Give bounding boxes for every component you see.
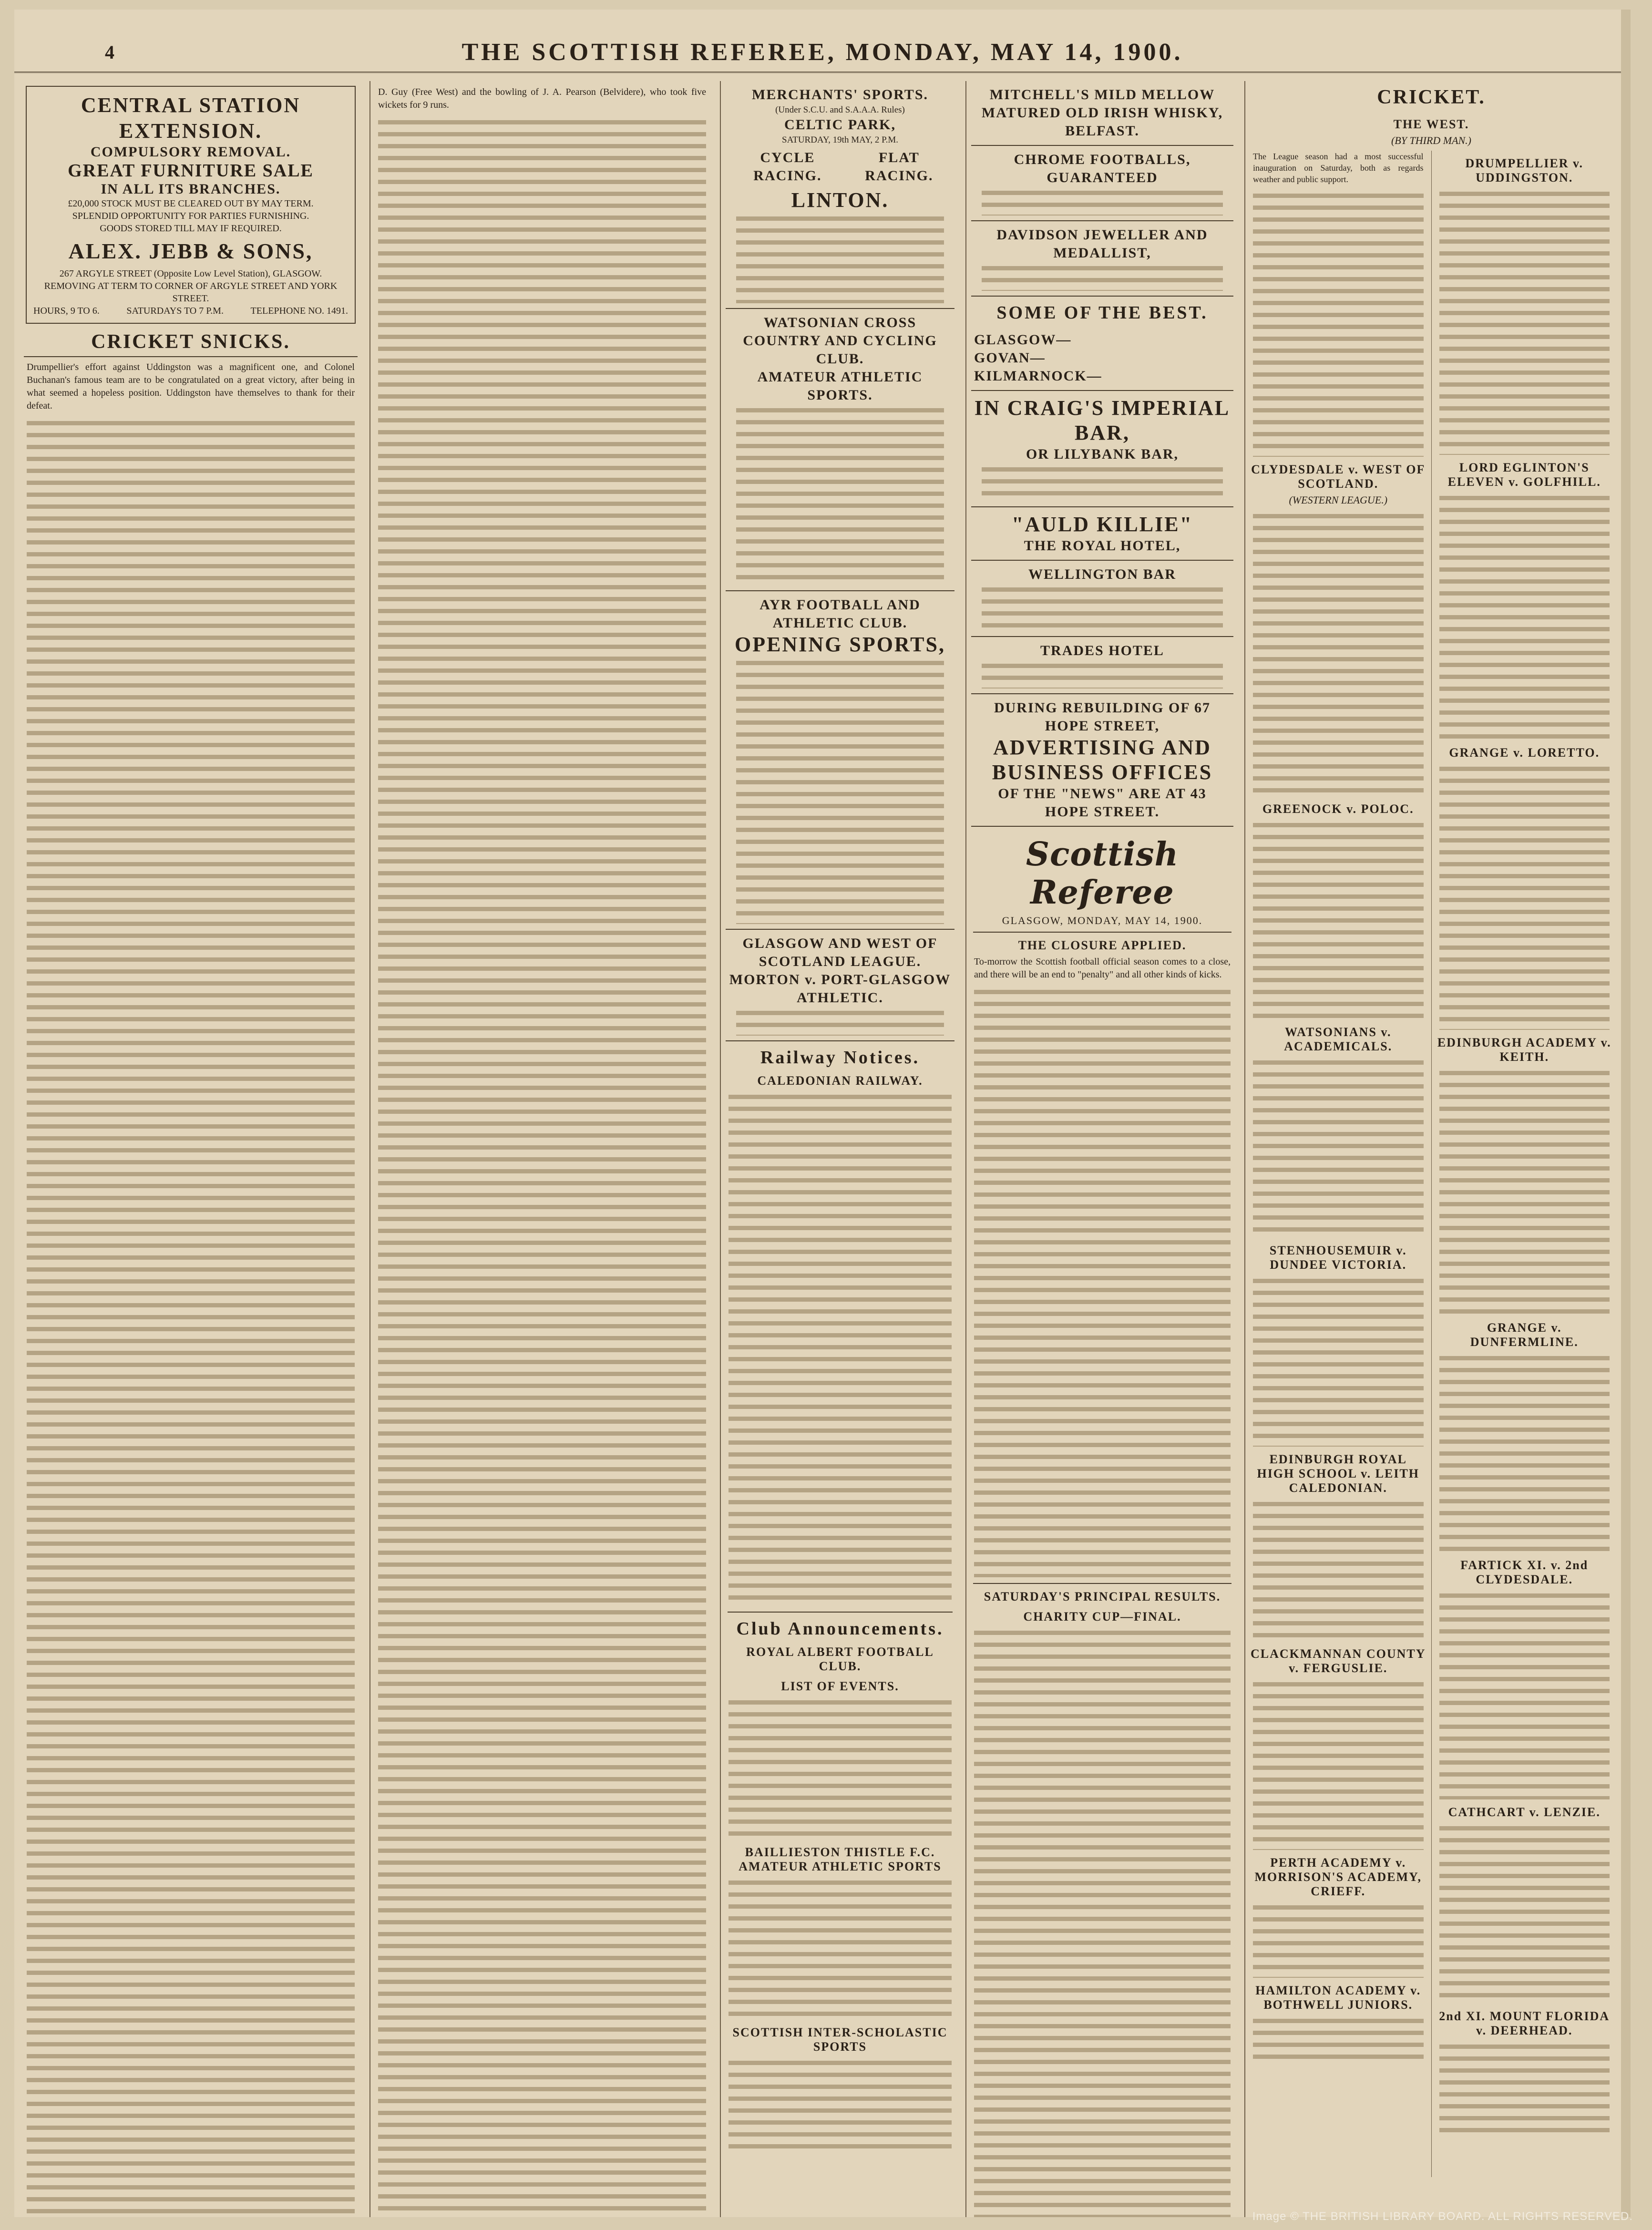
ad-sub: (Under S.C.U. and S.A.A.A. Rules) (775, 105, 905, 115)
match-heading: PERTH ACADEMY v. MORRISON'S ACADEMY, CRIEFF. (1254, 1856, 1422, 1898)
ad-text-block (736, 213, 944, 303)
scorecard-block (1439, 188, 1610, 455)
match-heading: EDINBURGH ACADEMY v. KEITH. (1437, 1036, 1611, 1064)
match-heading: HAMILTON ACADEMY v. BOTHWELL JUNIORS. (1255, 1983, 1421, 2012)
scorecard-block (1253, 1275, 1424, 1447)
inter-scholastic-text-block (729, 2057, 952, 2152)
ad-removing: REMOVING AT TERM TO CORNER OF ARGYLE STREET AND YORK STREET. (44, 281, 338, 304)
scorecard-block (1439, 1352, 1610, 1552)
league-match-ad (726, 930, 954, 1041)
ad-flat: FLAT RACING. (865, 150, 934, 184)
cricket-title: CRICKET. (1377, 86, 1486, 108)
craigs-bar-ad (971, 391, 1233, 507)
offices-notice (971, 694, 1233, 827)
watsonian-sports-ad (726, 309, 954, 591)
scorecard-block (1439, 1590, 1610, 1799)
scorecard-block (1253, 1901, 1424, 1978)
scottish-referee-logo: Scottish Referee (1026, 835, 1179, 912)
ad-saturday: SATURDAYS TO 7 P.M. (126, 306, 224, 316)
inter-scholastic-heading: SCOTTISH INTER-SCHOLASTIC SPORTS (732, 2025, 948, 2054)
scorecard-block (1253, 510, 1424, 796)
ad-title: TRADES HOTEL (1040, 643, 1164, 658)
editorial-text-block (974, 986, 1231, 1577)
divider (728, 1612, 953, 1613)
match-heading: STENHOUSEMUIR v. DUNDEE VICTORIA. (1269, 1243, 1407, 1272)
notice-line: OF THE "NEWS" ARE AT 43 HOPE STREET. (998, 786, 1207, 820)
ad-title: GLASGOW AND WEST OF SCOTLAND LEAGUE. (742, 935, 938, 969)
listing-kilmarnock: KILMARNOCK— (974, 368, 1102, 384)
baillieston-text-block (729, 1877, 952, 2020)
ad-text-block (982, 584, 1223, 631)
match-heading: GREENOCK v. POLOC. (1262, 802, 1414, 816)
ad-address: 267 ARGYLE STREET (Opposite Low Level Station), GLASGOW. (59, 268, 322, 279)
article-text-block (27, 417, 355, 2217)
jeweller-ad (971, 221, 1233, 297)
railway-notices-heading: Railway Notices. (760, 1048, 920, 1068)
article-body: D. Guy (Free West) and the bowling of J. A. Pearson (Belvidere), who took five wickets for 9 runs. (378, 87, 706, 110)
page-number: 4 (105, 41, 114, 63)
notice-line: DURING REBUILDING OF 67 HOPE STREET, (994, 700, 1211, 734)
ad-sub: OPENING SPORTS, (735, 633, 945, 656)
ad-line: IN ALL ITS BRANCHES. (101, 181, 281, 197)
editorial-body: To-morrow the Scottish football official season comes to a close, and there will be an end to "penalty" and all other kinds of kicks. (974, 956, 1231, 980)
match-sub: (WESTERN LEAGUE.) (1289, 494, 1388, 506)
events-text-block (729, 1696, 952, 1839)
scorecard-block (1253, 2015, 1424, 2063)
ad-cycle: CYCLE RACING. (753, 150, 822, 184)
listing-glasgow: GLASGOW— (974, 332, 1072, 348)
railway-text-block (729, 1091, 952, 1606)
ad-firm-name: ALEX. JEBB & SONS, (68, 239, 313, 263)
match-heading: FARTICK XI. v. 2nd CLYDESDALE. (1460, 1558, 1589, 1586)
article-text-block (378, 116, 706, 2217)
masthead (14, 38, 1631, 73)
cricket-body: The League season had a most successful inauguration on Saturday, both as regards weather and public support. (1253, 152, 1424, 184)
merchants-sports-ad (726, 81, 954, 309)
club-announcements-heading: Club Announcements. (736, 1619, 944, 1639)
cricket-sub: THE WEST. (1393, 117, 1469, 131)
column-3 (720, 81, 959, 2217)
cricket-byline: (BY THIRD MAN.) (1391, 134, 1472, 146)
trades-hotel-ad (971, 637, 1233, 694)
ad-text-block (736, 404, 944, 586)
list-of-events-heading: LIST OF EVENTS. (781, 1679, 899, 1693)
results-text-block (974, 1627, 1231, 2217)
newspaper-title: THE SCOTTISH REFEREE, MONDAY, MAY 14, 1900. (462, 39, 1183, 66)
divider (973, 1583, 1231, 1584)
match-heading: CLYDESDALE v. WEST OF SCOTLAND. (1251, 462, 1426, 491)
ad-sub: OR LILYBANK BAR, (1026, 446, 1179, 462)
ad-line: GREAT FURNITURE SALE (68, 161, 314, 181)
ad-headline: CENTRAL STATION EXTENSION. (81, 93, 301, 143)
ad-line: SPLENDID OPPORTUNITY FOR PARTIES FURNISHING. (72, 211, 309, 221)
ad-race-row (729, 149, 952, 185)
notice-title: ADVERTISING AND BUSINESS OFFICES (992, 736, 1213, 784)
ad-text-block (736, 657, 944, 924)
ad-star-name: LINTON. (791, 188, 889, 212)
copyright-credit: Image © THE BRITISH LIBRARY BOARD. ALL RIGHTS RESERVED. (1252, 2210, 1633, 2223)
match-heading: EDINBURGH ROYAL HIGH SCHOOL v. LEITH CALEDONIAN. (1257, 1452, 1420, 1495)
match-heading: CLACKMANNAN COUNTY v. FERGUSLIE. (1251, 1647, 1426, 1675)
match-heading: GRANGE v. DUNFERMLINE. (1470, 1321, 1579, 1349)
ad-line: COMPULSORY REMOVAL. (90, 144, 291, 160)
editorial-dateline: GLASGOW, MONDAY, MAY 14, 1900. (973, 915, 1231, 933)
wellington-bar-ad (971, 561, 1233, 637)
scorecard-block (1439, 2041, 1610, 2136)
scorecard-block (1253, 819, 1424, 1019)
ad-text-block (982, 262, 1223, 291)
footballs-ad (971, 146, 1233, 221)
baillieston-heading: BAILLIESTON THISTLE F.C. AMATEUR ATHLETIC SPORTS (739, 1845, 942, 1873)
match-heading: 2nd XI. MOUNT FLORIDA v. DEERHEAD. (1439, 2009, 1610, 2037)
ad-telephone: TELEPHONE NO. 1491. (250, 306, 348, 316)
furniture-sale-ad (26, 86, 356, 324)
ad-line: £20,000 STOCK MUST BE CLEARED OUT BY MAY TERM. (68, 198, 314, 209)
charity-cup-heading: CHARITY CUP—FINAL. (1023, 1610, 1181, 1624)
ad-title: WATSONIAN CROSS COUNTRY AND CYCLING CLUB. (743, 315, 937, 367)
ad-hours-row (33, 305, 348, 317)
whisky-ad (971, 81, 1233, 146)
match-heading: CATHCART v. LENZIE. (1448, 1805, 1601, 1819)
cricket-columns (1245, 151, 1617, 2177)
cricket-right (1432, 151, 1618, 2177)
editorial-title: THE CLOSURE APPLIED. (1018, 938, 1187, 952)
ayr-sports-ad (726, 591, 954, 930)
ad-title: IN CRAIG'S IMPERIAL BAR, (974, 396, 1231, 444)
newspaper-page (14, 10, 1631, 2217)
ad-hours: HOURS, 9 TO 6. (33, 306, 100, 316)
cricket-left (1245, 151, 1432, 2177)
ad-title: DAVIDSON JEWELLER AND MEDALLIST, (996, 227, 1208, 261)
ad-title: MITCHELL'S MILD MELLOW MATURED OLD IRISH WHISKY, BELFAST. (981, 87, 1223, 139)
scorecard-block (1439, 1822, 1610, 2004)
scorecard-block (1253, 1678, 1424, 1850)
column-2 (369, 81, 714, 2217)
ad-date: SATURDAY, 19th MAY, 2 P.M. (782, 135, 898, 145)
column-5 (1244, 81, 1617, 2217)
ad-sub: THE ROYAL HOTEL, (1024, 538, 1181, 554)
article-body: Drumpellier's effort against Uddingston was a magnificent one, and Colonel Buchanan's famous team are to be congratulated on a great victory, after being in what seemed a hopeless position. Uddingston have themselves to thank for their defeat. (27, 362, 355, 411)
match-heading: GRANGE v. LORETTO. (1449, 746, 1600, 760)
ad-teams: MORTON v. PORT-GLASGOW ATHLETIC. (729, 972, 951, 1006)
ad-title: WELLINGTON BAR (1028, 566, 1176, 582)
scorecard-block (1439, 1067, 1610, 1315)
match-heading: WATSONIANS v. ACADEMICALS. (1284, 1025, 1393, 1053)
ad-text-block (982, 660, 1223, 689)
ad-text-block (982, 187, 1223, 216)
bars-listing (971, 326, 1233, 391)
some-of-the-best-heading: SOME OF THE BEST. (996, 303, 1208, 323)
scorecard-block (1253, 1057, 1424, 1238)
royal-albert-heading: ROYAL ALBERT FOOTBALL CLUB. (746, 1645, 934, 1673)
ad-title: "AULD KILLIE" (1011, 513, 1193, 536)
cricket-text-block (1253, 190, 1424, 457)
scorecard-block (1253, 1498, 1424, 1641)
ad-sub: AMATEUR ATHLETIC SPORTS. (757, 369, 923, 403)
results-heading: SATURDAY'S PRINCIPAL RESULTS. (984, 1590, 1221, 1603)
section-title-cricket-snicks: CRICKET SNICKS. (24, 330, 358, 357)
page-edge (1621, 10, 1631, 2217)
listing-govan: GOVAN— (974, 350, 1046, 366)
caledonian-railway-heading: CALEDONIAN RAILWAY. (757, 1074, 923, 1088)
ad-venue: CELTIC PARK, (784, 117, 896, 133)
column-4 (965, 81, 1238, 2217)
ad-title: MERCHANTS' SPORTS. (752, 87, 928, 103)
ad-title: AYR FOOTBALL AND ATHLETIC CLUB. (759, 597, 921, 631)
royal-hotel-ad (971, 507, 1233, 561)
ad-line: GOODS STORED TILL MAY IF REQUIRED. (100, 223, 282, 234)
scorecard-block (1439, 492, 1610, 740)
ad-title: CHROME FOOTBALLS, GUARANTEED (1014, 152, 1191, 185)
scorecard-block (1439, 763, 1610, 1030)
column-1 (19, 81, 362, 2217)
ad-text-block (736, 1007, 944, 1036)
ad-text-block (982, 463, 1223, 502)
match-heading: LORD EGLINTON'S ELEVEN v. GOLFHILL. (1447, 461, 1601, 489)
match-heading: DRUMPELLIER v. UDDINGSTON. (1465, 156, 1584, 185)
